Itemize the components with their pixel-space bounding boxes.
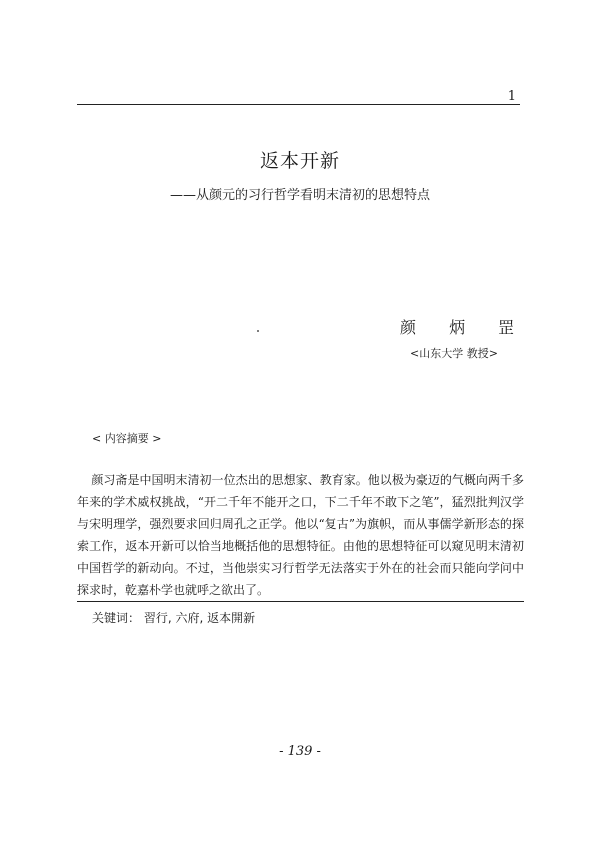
- keywords-rule: [77, 601, 524, 602]
- article-title: 返本开新: [259, 150, 340, 172]
- article-subtitle: ——从颜元的习行哲学看明末清初的思想特点: [169, 188, 430, 203]
- header-rule: [77, 104, 520, 105]
- scan-speck: [257, 330, 259, 332]
- footer-page-number: - 139 -: [279, 744, 321, 759]
- running-page-number: 1: [507, 89, 516, 104]
- abstract-body: 颜习斋是中国明末清初一位杰出的思想家、教育家。他以极为豪迈的气概向两千多年来的学术威权挑战，“开二千年不能开之口，下二千年不敢下之笔”，猛烈批判汉学与宋明理学，强烈要求回归周孔之正学。他以“复古”为旗帜，而从事儒学新形态的探索工作，返本开新可以恰当地概括他的思想特征。由他的思想特征可以窥见明末清初中国哲学的新动向。不过，当他崇实习行哲学无法落实于外在的社会而只能向学问中探求时，乾嘉朴学也就呼之欲出了。: [77, 473, 524, 597]
- author-name: 颜 炳 罡: [400, 318, 529, 337]
- keywords-line: 关键词： 習行, 六府, 返本開新: [92, 611, 256, 625]
- abstract-heading: < 内容摘要 >: [92, 432, 162, 445]
- author-affiliation: <山东大学 教授>: [410, 347, 498, 360]
